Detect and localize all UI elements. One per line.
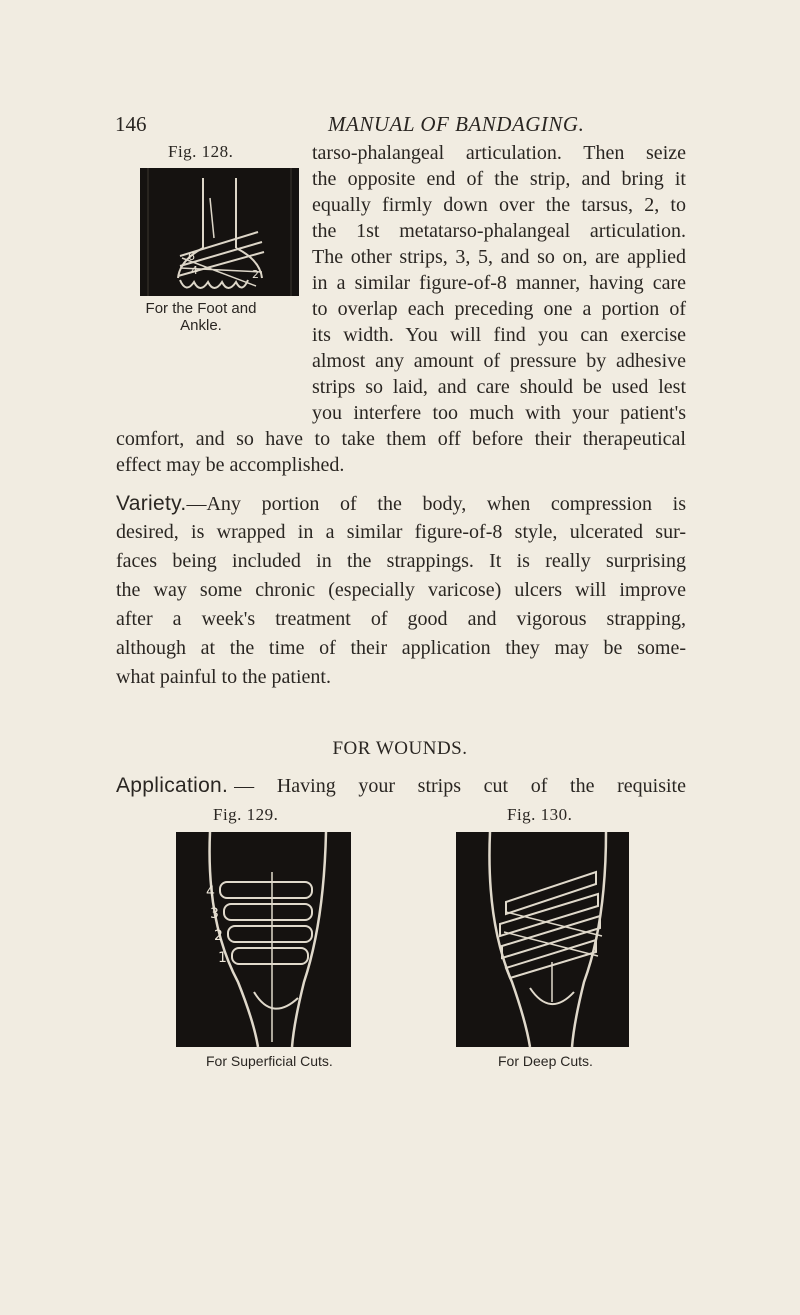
- text-line: equally firmly down over the tarsus, 2, to: [312, 194, 686, 216]
- fig-129-label: Fig. 129.: [213, 805, 279, 824]
- text-line: The other strips, 3, 5, and so on, are applied: [312, 246, 686, 268]
- text-line: although at the time of their application they may be some-: [116, 637, 686, 659]
- text-line: almost any amount of pressure by adhesive: [312, 350, 686, 372]
- variety-first-line: [116, 492, 686, 516]
- text-line: you interfere too much with your patient's: [312, 402, 686, 424]
- text-line: what painful to the patient.: [116, 666, 331, 688]
- text-line: faces being included in the strappings. It is really surprising: [116, 550, 686, 572]
- section-heading: FOR WOUNDS.: [332, 738, 468, 759]
- fig-128-caption-line: Ankle.: [180, 317, 222, 334]
- fig-129-mark: 4: [206, 884, 215, 900]
- text-line: effect may be accomplished.: [116, 454, 345, 476]
- text-line: —Any portion of the body, when compression is: [186, 493, 686, 515]
- fig-128-caption-line: For the Foot and: [145, 300, 257, 317]
- variety-heading: Variety.: [116, 492, 187, 515]
- fig-129-image: [176, 832, 351, 1047]
- text-line: its width. You will find you can exercise: [312, 324, 686, 346]
- fig-129-caption: For Superficial Cuts.: [206, 1053, 333, 1069]
- fig-128-mark: 2: [252, 268, 259, 281]
- text-line: strips so laid, and care should be used lest: [312, 376, 686, 398]
- text-line: — Having your strips cut of the requisite: [234, 775, 686, 797]
- fig-130-label: Fig. 130.: [507, 805, 573, 824]
- text-line: after a week's treatment of good and vigorous strapping,: [116, 608, 686, 630]
- running-title: MANUAL OF BANDAGING.: [328, 112, 585, 136]
- foot-strapping-illustration: [140, 168, 299, 296]
- fig-128-caption: [118, 300, 284, 334]
- fig-128-mark: 6: [188, 250, 195, 263]
- text-line: the 1st metatarso-phalangeal articulation.: [312, 220, 686, 242]
- fig-129-mark: 2: [214, 928, 223, 944]
- text-line: in a similar figure-of-8 manner, having care: [312, 272, 686, 294]
- text-line: the opposite end of the strip, and bring it: [312, 168, 686, 190]
- fig-128-mark: 4: [191, 264, 198, 277]
- fig-129-mark: 1: [218, 950, 227, 966]
- deep-cut-strapping-illustration: [456, 832, 629, 1047]
- superficial-cut-strapping-illustration: [176, 832, 351, 1047]
- text-line: comfort, and so have to take them off before their therapeutical: [116, 428, 686, 450]
- fig-128-label: Fig. 128.: [168, 142, 234, 161]
- fig-130-caption: For Deep Cuts.: [498, 1053, 593, 1069]
- page-number: 146: [115, 112, 147, 136]
- text-line: desired, is wrapped in a similar figure-of-8 style, ulcerated sur-: [116, 521, 686, 543]
- application-heading: Application.: [116, 774, 229, 797]
- fig-128-image: [140, 168, 299, 296]
- text-line: to overlap each preceding one a portion of: [312, 298, 686, 320]
- fig-129-mark: 3: [210, 906, 219, 922]
- text-line: tarso-phalangeal articulation. Then seize: [312, 142, 686, 164]
- application-line: [116, 774, 686, 798]
- fig-130-image: [456, 832, 629, 1047]
- text-line: the way some chronic (especially varicose) ulcers will improve: [116, 579, 686, 601]
